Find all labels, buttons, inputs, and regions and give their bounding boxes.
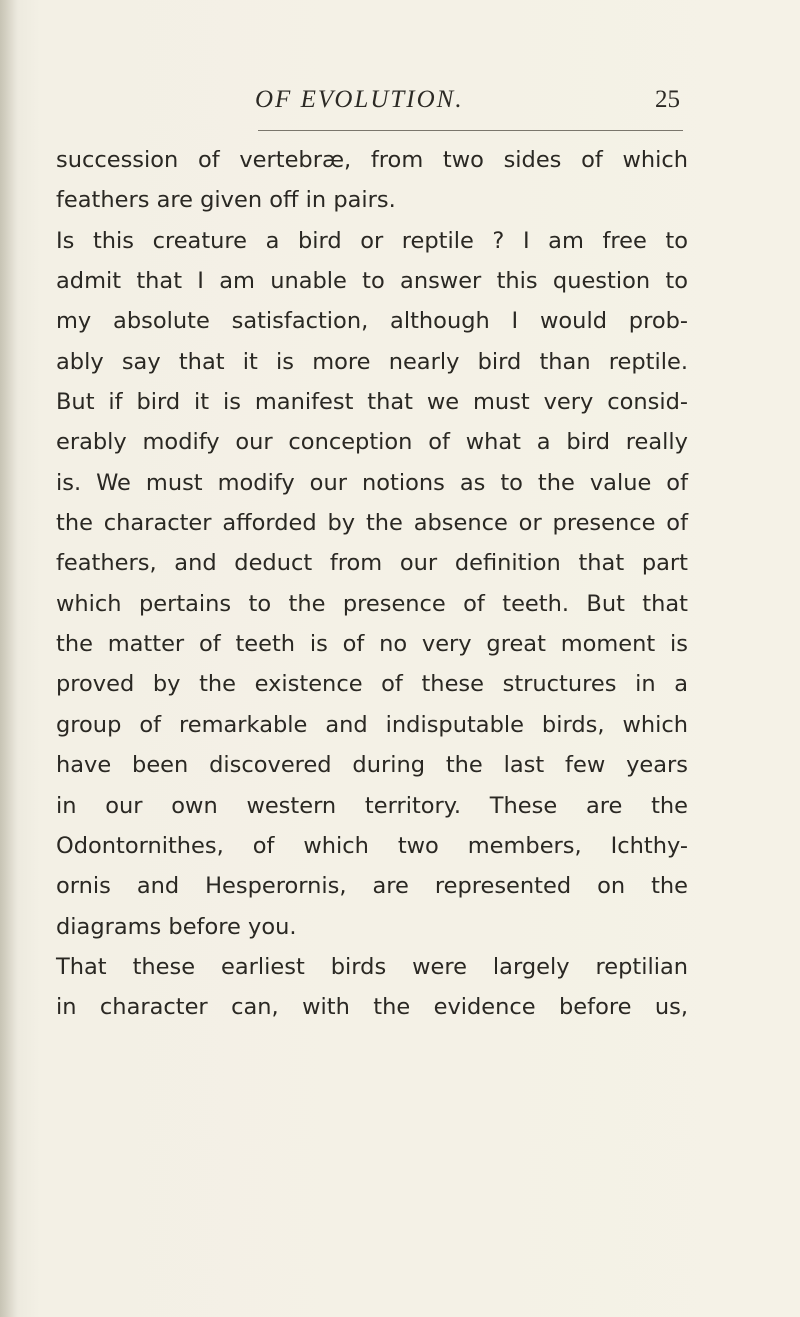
page-gutter-shadow: [0, 0, 18, 1317]
text-line: group of remarkable and indisputable birds, which: [56, 711, 688, 738]
text-line: erably modify our conception of what a bird really: [56, 429, 688, 456]
text-line: have been discovered during the last few years: [56, 752, 688, 779]
text-line: That these earliest birds were largely reptilian: [56, 953, 688, 980]
text-line: Odontornithes, of which two members, Ichthy-: [56, 832, 688, 859]
text-line: feathers are given off in pairs.: [56, 187, 396, 214]
text-line: the matter of teeth is of no very great moment is: [56, 631, 688, 658]
text-line: diagrams before you.: [56, 913, 297, 940]
header-rule: [258, 130, 683, 131]
text-line: Is this creature a bird or reptile ? I am free to: [56, 227, 688, 254]
text-line: proved by the existence of these structures in a: [56, 671, 688, 698]
text-line: in character can, with the evidence before us,: [56, 994, 688, 1021]
text-line: in our own western territory. These are the: [56, 792, 688, 819]
page-number: 25: [655, 86, 680, 113]
text-line: succession of vertebræ, from two sides of which: [56, 147, 688, 173]
text-line: feathers, and deduct from our definition that part: [56, 550, 688, 577]
text-line: is. We must modify our notions as to the value of: [56, 469, 688, 496]
text-line: ably say that it is more nearly bird than reptile.: [56, 348, 688, 375]
text-line: which pertains to the presence of teeth. But that: [56, 590, 688, 617]
text-line: ornis and Hesperornis, are represented on the: [56, 873, 688, 900]
text-line: the character afforded by the absence or presence of: [56, 510, 688, 537]
running-title: OF EVOLUTION.: [255, 86, 464, 113]
text-line: admit that I am unable to answer this question to: [56, 268, 688, 295]
text-line: But if bird it is manifest that we must very consid-: [56, 389, 688, 416]
body-text: [56, 140, 688, 1028]
text-line: my absolute satisfaction, although I would prob-: [56, 308, 688, 335]
